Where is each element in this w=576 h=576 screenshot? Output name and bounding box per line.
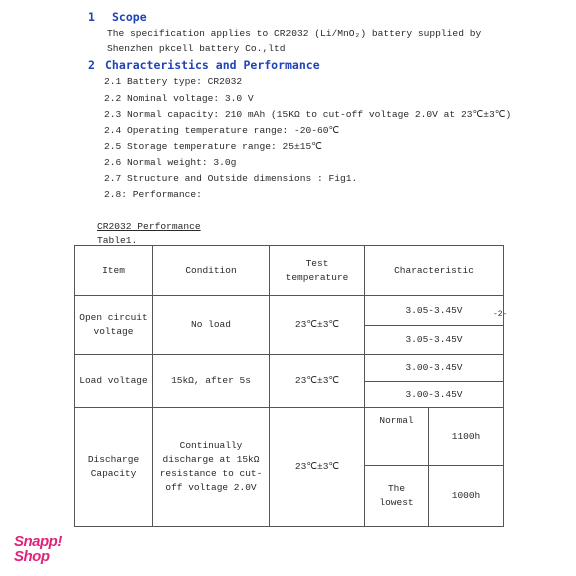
discharge-condition: Continually discharge at 15kΩ resistance to cut-off voltage 2.0V: [153, 408, 270, 527]
discharge-normal-label: Normal: [365, 408, 429, 466]
page-marker: -2-: [493, 310, 508, 319]
section-1-number: 1: [88, 10, 95, 24]
table-row: [75, 355, 504, 382]
spec-item-normal-weight: 2.6 Normal weight: 3.0g: [104, 157, 237, 168]
load-voltage-item: Load voltage: [75, 355, 153, 408]
load-voltage-value-1: 3.00-3.45V: [365, 355, 504, 382]
section-2-number: 2: [88, 58, 95, 72]
open-circuit-value-2: 3.05-3.45V: [365, 326, 504, 355]
load-voltage-condition: 15kΩ, after 5s: [153, 355, 270, 408]
table-row: [75, 296, 504, 326]
spec-item-structure-dimensions: 2.7 Structure and Outside dimensions : Fig1.: [104, 173, 358, 184]
section-2-title: Characteristics and Performance: [105, 58, 320, 72]
open-circuit-temperature: 23℃±3℃: [270, 296, 365, 355]
logo-line-2: Shop: [14, 548, 50, 565]
header-characteristic: Characteristic: [365, 246, 504, 296]
discharge-lowest-label: The lowest: [365, 466, 429, 527]
open-circuit-condition: No load: [153, 296, 270, 355]
open-circuit-item: Open circuit voltage: [75, 296, 153, 355]
open-circuit-value-1: 3.05-3.45V: [365, 296, 504, 326]
load-voltage-temperature: 23℃±3℃: [270, 355, 365, 408]
logo-line-1: Snapp!: [14, 533, 62, 550]
header-condition: Condition: [153, 246, 270, 296]
table-row: [75, 408, 504, 466]
spec-item-performance: 2.8: Performance:: [104, 189, 202, 200]
table-header-row: [75, 246, 504, 296]
table-title: CR2032 Performance: [97, 221, 201, 232]
header-item: Item: [75, 246, 153, 296]
snapp-shop-logo: [14, 534, 62, 564]
spec-item-normal-capacity: 2.3 Normal capacity: 210 mAh (15KΩ to cut-off voltage 2.0V at 23℃±3℃): [104, 109, 512, 120]
spec-item-operating-temperature: 2.4 Operating temperature range: -20-60℃: [104, 125, 340, 136]
discharge-item: Discharge Capacity: [75, 408, 153, 527]
performance-table: [74, 245, 504, 527]
header-test-temperature: Test temperature: [270, 246, 365, 296]
discharge-temperature: 23℃±3℃: [270, 408, 365, 527]
scope-line-1: The specification applies to CR2032 (Li/MnO₂) battery supplied by: [107, 28, 482, 39]
discharge-lowest-value: 1000h: [429, 466, 504, 527]
spec-item-nominal-voltage: 2.2 Nominal voltage: 3.0 V: [104, 93, 254, 104]
discharge-normal-value: 1100h: [429, 408, 504, 466]
load-voltage-value-2: 3.00-3.45V: [365, 382, 504, 408]
section-1-title: Scope: [112, 10, 147, 24]
spec-item-storage-temperature: 2.5 Storage temperature range: 25±15℃: [104, 141, 323, 152]
table-label: Table1.: [97, 235, 138, 246]
spec-item-battery-type: 2.1 Battery type: CR2032: [104, 76, 243, 87]
scope-line-2: Shenzhen pkcell battery Co.,ltd: [107, 43, 286, 54]
